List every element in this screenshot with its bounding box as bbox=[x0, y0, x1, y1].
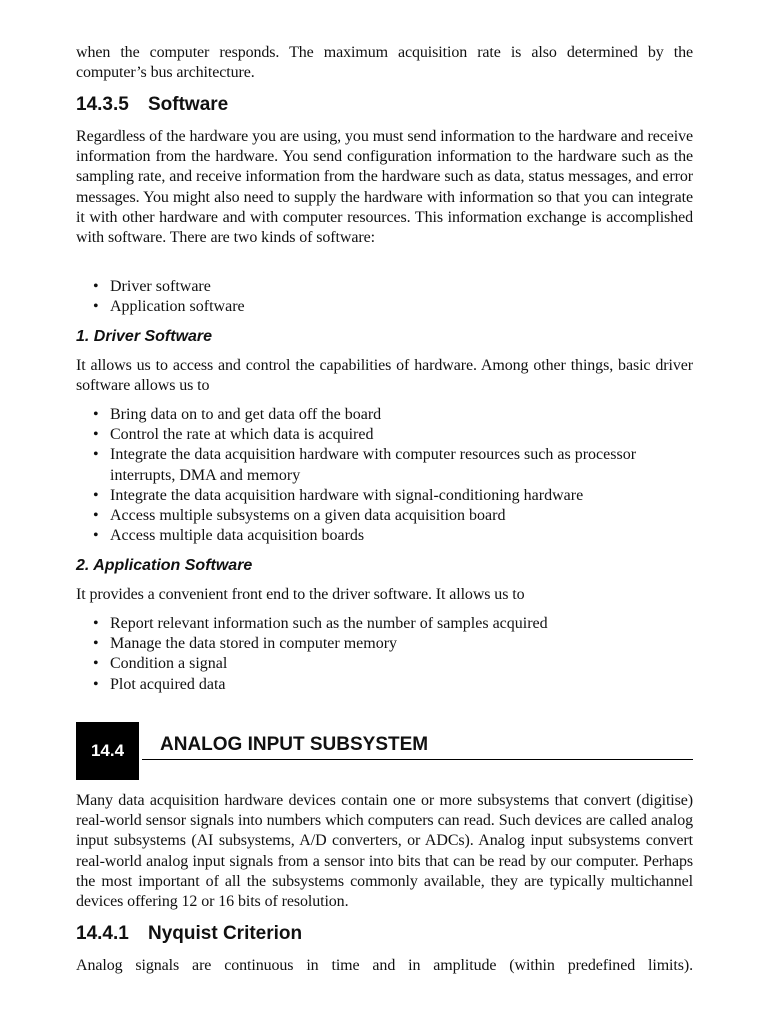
list-item: • Manage the data stored in computer memory bbox=[93, 634, 693, 654]
intro-paragraph: when the computer responds. The maximum acquisition rate is also determined by the computer’s bus architecture. bbox=[76, 44, 693, 82]
list-item: • Condition a signal bbox=[93, 654, 693, 674]
software-heading-number: 14.3.5 bbox=[76, 94, 129, 115]
list-item: • Bring data on to and get data off the board bbox=[93, 405, 693, 425]
nyquist-heading-title: Nyquist Criterion bbox=[148, 923, 303, 944]
application-software-list bbox=[76, 614, 693, 695]
software-heading bbox=[76, 93, 693, 117]
software-paragraph: Regardless of the hardware you are using, you must send information to the hardware and receive information from the hardware. You send configuration information to the hardware such as the sampling rate, and receive information from the hardware such as data, status messages, and error messages. You might also need to supply the hardware with information so that you can integrate it with other hardware and with computer resources. This information exchange is accomplished with software. There are two kinds of software: bbox=[76, 128, 693, 247]
application-software-heading: 2. Application Software bbox=[76, 557, 253, 574]
driver-software-paragraph: It allows us to access and control the capabilities of hardware. Among other things, basic driver software allows us to bbox=[76, 357, 693, 395]
list-item: • Access multiple subsystems on a given data acquisition board bbox=[93, 506, 693, 526]
list-item: • Driver software bbox=[93, 277, 693, 297]
section-title: ANALOG INPUT SUBSYSTEM bbox=[160, 734, 429, 755]
list-item: • Access multiple data acquisition boards bbox=[93, 526, 693, 546]
section-number-box: 14.4 bbox=[76, 722, 139, 780]
section-divider bbox=[142, 759, 693, 760]
software-heading-title: Software bbox=[148, 94, 229, 115]
software-kinds-list bbox=[76, 277, 693, 317]
driver-software-heading: 1. Driver Software bbox=[76, 328, 213, 345]
list-item: • Control the rate at which data is acquired bbox=[93, 425, 693, 445]
nyquist-heading-number: 14.4.1 bbox=[76, 923, 129, 944]
list-item: • Plot acquired data bbox=[93, 675, 693, 695]
nyquist-heading bbox=[76, 922, 693, 946]
list-item: • Integrate the data acquisition hardware with signal-conditioning hardware bbox=[93, 486, 693, 506]
analog-input-paragraph: Many data acquisition hardware devices contain one or more subsystems that convert (digitise) real-world sensor signals into numbers which computers can read. Such devices are called analog input subsystems (AI subsystems, A/D converters, or ADCs). Analog input subsystems convert real-world analog input signals from a sensor into bits that can be read by our computer. Perhaps the most important of all the subsystems commonly available, they are typically multichannel devices offering 12 or 16 bits of resolution. bbox=[76, 792, 693, 911]
list-item: • Integrate the data acquisition hardware with computer resources such as processor interrupts, DMA and memory bbox=[93, 445, 693, 485]
list-item: • Report relevant information such as the number of samples acquired bbox=[93, 614, 693, 634]
list-item: • Application software bbox=[93, 297, 693, 317]
section-header bbox=[76, 722, 693, 780]
driver-software-list bbox=[76, 405, 693, 546]
application-software-paragraph: It provides a convenient front end to the driver software. It allows us to bbox=[76, 586, 525, 603]
nyquist-paragraph: Analog signals are continuous in time and in amplitude (within predefined limits). bbox=[76, 957, 693, 974]
